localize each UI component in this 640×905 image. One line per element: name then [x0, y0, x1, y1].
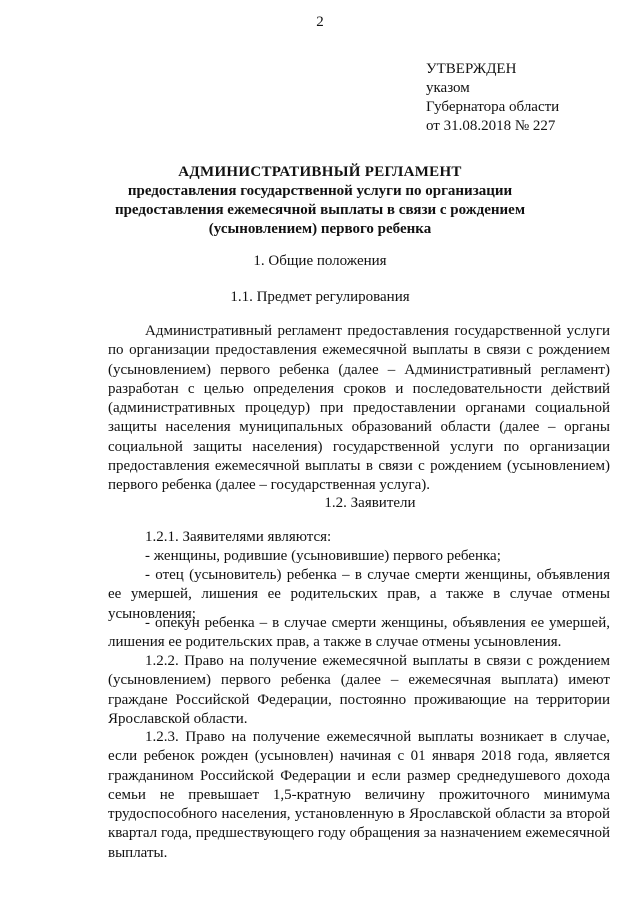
- title-subtitle: предоставления государственной услуги по организации предоставления ежемесячной выплаты в связи с рождением (усыновлением) первого ребенка: [114, 183, 526, 237]
- paragraph-list-item-1: - женщины, родившие (усыновившие) первого ребенка;: [145, 548, 501, 564]
- paragraph-1-1: Административный регламент предоставления государственной услуги по организации предоставления ежемесячной выплаты в связи с рождением (усыновлением) первого ребенка (далее – Административный регламент) разработан с целью определения сроков и последовательности действий (административных процедур) при предоставлении органами социальной защиты населения муниципальных образований области (далее – органы социальной защиты населения) государственной услуги по организации предоставления ежемесячной выплаты в связи с рождением (усыновлением) первого ребенка (далее – государственная услуга).: [108, 323, 610, 494]
- section-heading-1: 1. Общие положения: [253, 253, 387, 269]
- page-number: 2: [316, 14, 324, 30]
- paragraph-list-item-3: - опекун ребенка – в случае смерти женщины, объявления ее умершей, лишения ее родительских прав, а также в случае отмены усыновления.: [108, 615, 610, 651]
- approved-line-4: от 31.08.2018 № 227: [426, 118, 556, 134]
- title-main: АДМИНИСТРАТИВНЫЙ РЕГЛАМЕНТ: [178, 164, 462, 180]
- paragraph-1-2-2: 1.2.2. Право на получение ежемесячной выплаты в связи с рождением (усыновлением) первого ребенка (далее – ежемесячная выплата) имеют граждане Российской Федерации, постоянно проживающие на территории Ярославской области.: [108, 653, 610, 727]
- subsection-heading-1-2: 1.2. Заявители: [324, 495, 416, 511]
- subsection-heading-1-1: 1.1. Предмет регулирования: [230, 289, 410, 305]
- paragraph-1-2-1: 1.2.1. Заявителями являются:: [145, 529, 332, 545]
- approved-line-3: Губернатора области: [426, 99, 560, 115]
- paragraph-list-item-2: - отец (усыновитель) ребенка – в случае смерти женщины, объявления ее умершей, лишения ее родительских прав, а также в случае отмены усыновления;: [108, 567, 610, 622]
- approved-line-2: указом: [426, 80, 470, 96]
- document-title: [90, 162, 550, 239]
- approved-line-1: УТВЕРЖДЕН: [426, 61, 517, 77]
- paragraph-1-2-3: 1.2.3. Право на получение ежемесячной выплаты возникает в случае, если ребенок рожден (усыновлен) начиная с 01 января 2018 года, является гражданином Российской Федерации и если размер среднедушевого дохода семьи не превышает 1,5-кратную величину прожиточного минимума трудоспособного населения, установленную в Ярославской области за второй квартал года, предшествующего году обращения за назначением ежемесячной выплаты.: [108, 729, 610, 861]
- approval-stamp: [426, 60, 559, 136]
